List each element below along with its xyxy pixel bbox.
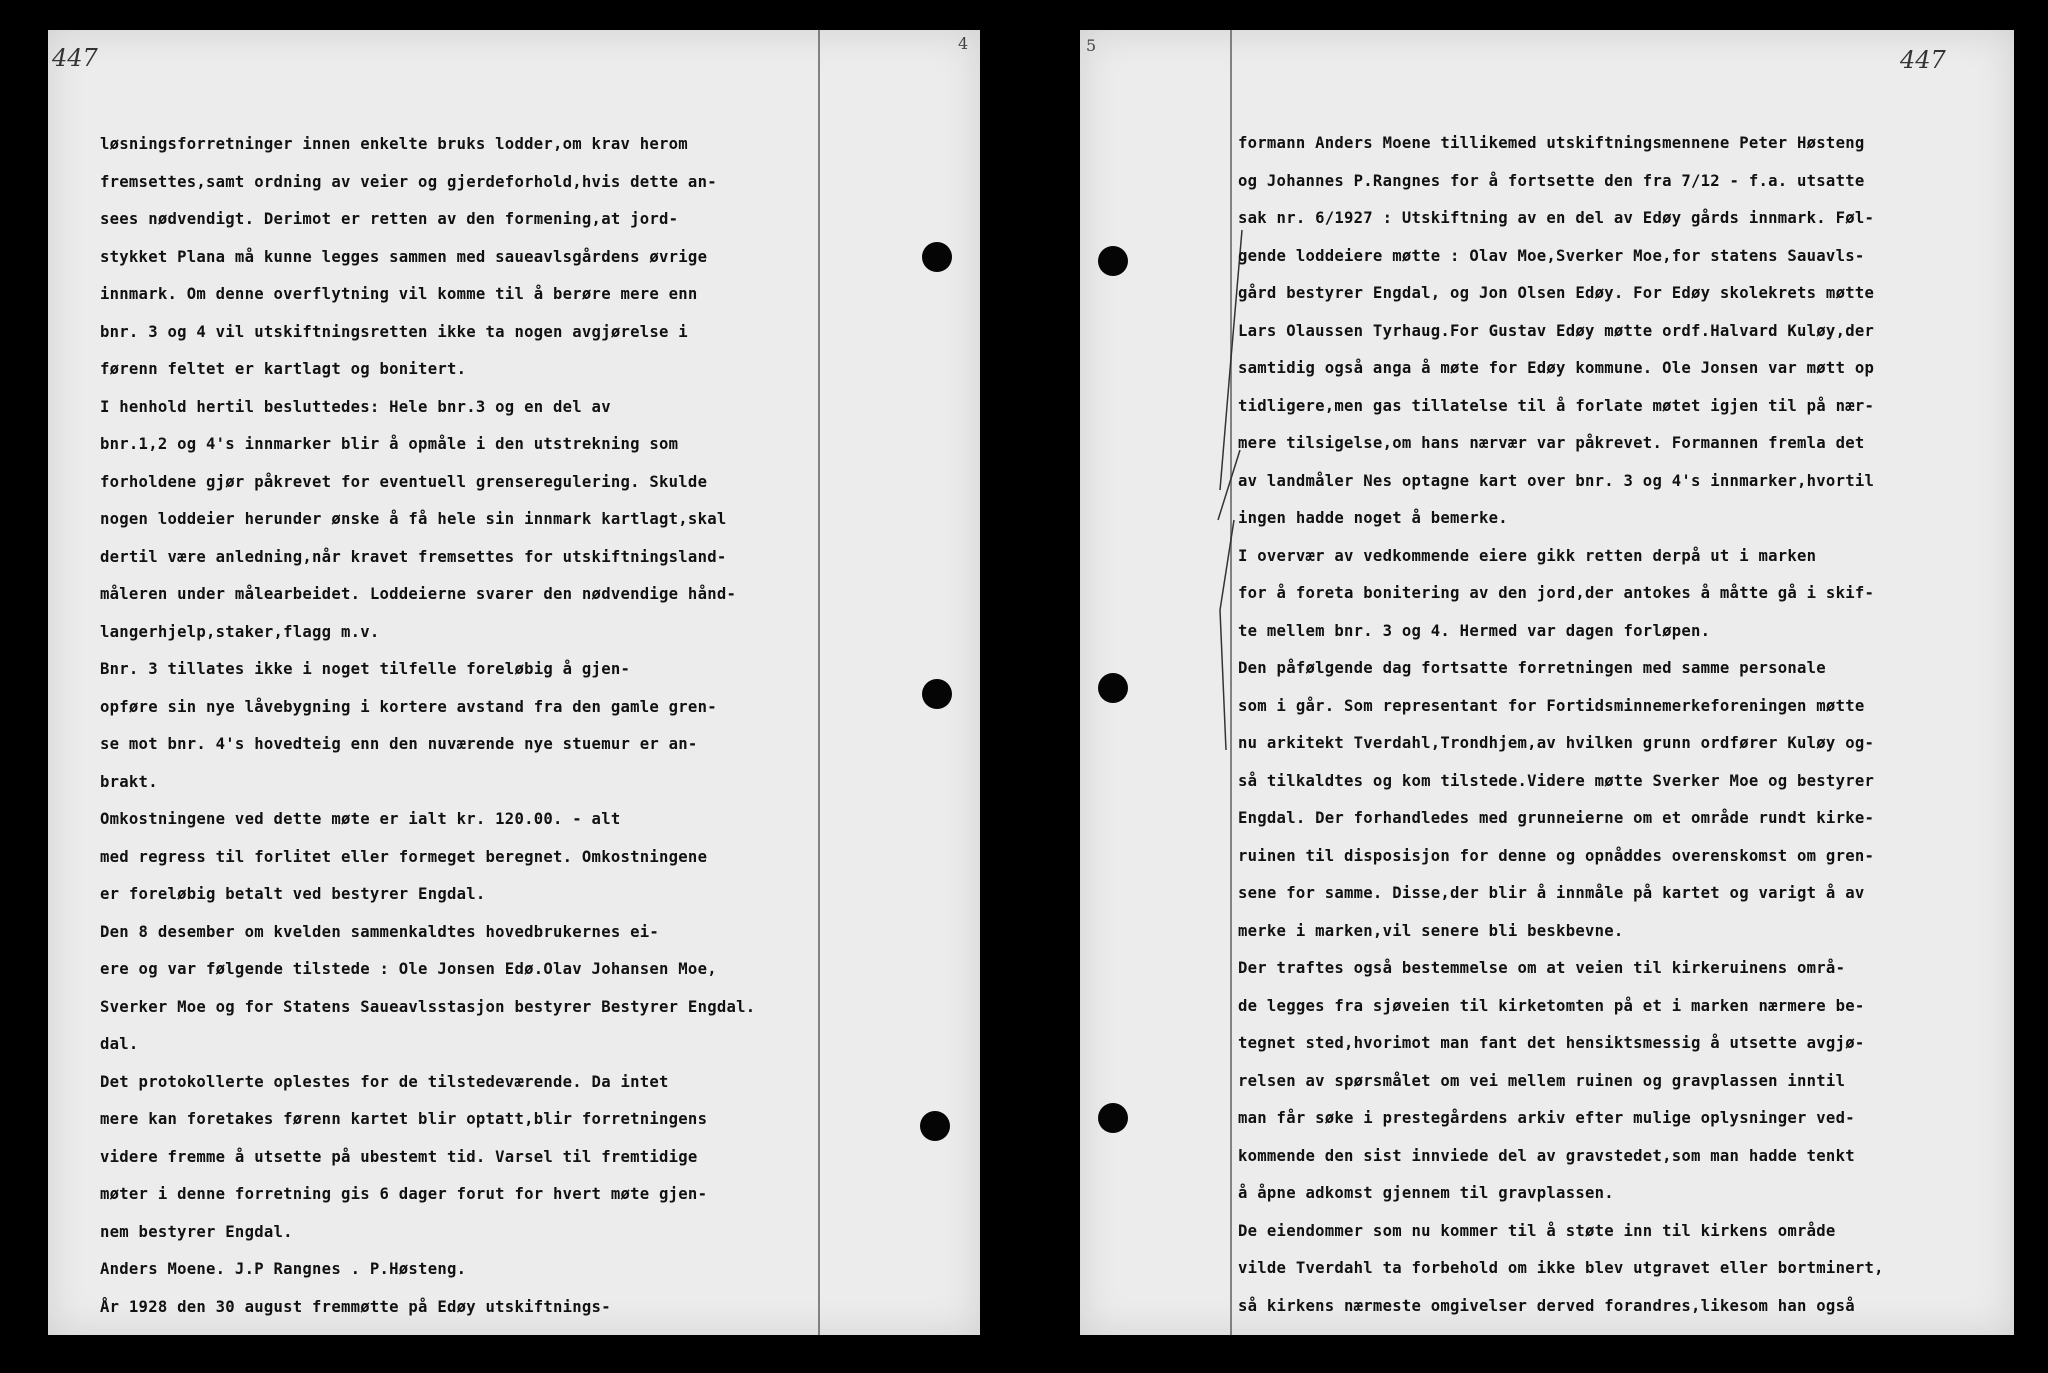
text-line: av landmåler Nes optagne kart over bnr. 3 og 4's innmarker,hvortil bbox=[1238, 471, 1875, 490]
text-line: sees nødvendigt. Derimot er retten av den formening,at jord- bbox=[100, 210, 679, 228]
text-line: gende loddeiere møtte : Olav Moe,Sverker Moe,for statens Sauavls- bbox=[1238, 246, 1865, 265]
punch-hole bbox=[1098, 246, 1128, 276]
text-line: stykket Plana må kunne legges sammen med saueavlsgårdens øvrige bbox=[100, 247, 708, 266]
text-line: kommende den sist innviede del av gravstedet,som man hadde tenkt bbox=[1238, 1146, 1855, 1165]
text-line: måleren under målearbeidet. Loddeierne svarer den nødvendige hånd- bbox=[100, 585, 737, 603]
right-page bbox=[1080, 30, 2014, 1335]
text-line: Der traftes også bestemmelse om at veien til kirkeruinens områ- bbox=[1238, 959, 1846, 977]
text-line: fremsettes,samt ordning av veier og gjerdeforhold,hvis dette an- bbox=[100, 172, 717, 191]
text-line: innmark. Om denne overflytning vil komme til å berøre mere enn bbox=[100, 285, 698, 303]
text-line: Engdal. Der forhandledes med grunneierne om et område rundt kirke- bbox=[1238, 809, 1875, 827]
text-line: og Johannes P.Rangnes for å fortsette den fra 7/12 - f.a. utsatte bbox=[1238, 171, 1865, 190]
text-line: så tilkaldtes og kom tilstede.Videre møtte Sverker Moe og bestyrer bbox=[1238, 771, 1875, 790]
text-line: mere tilsigelse,om hans nærvær var påkrevet. Formannen fremla det bbox=[1238, 434, 1865, 452]
left-page-text bbox=[100, 126, 820, 1326]
right-margin-line bbox=[1230, 30, 1232, 1335]
text-line: merke i marken,vil senere bli beskbevne. bbox=[1238, 921, 1624, 940]
text-line: opføre sin nye låvebygning i kortere avstand fra den gamle gren- bbox=[100, 697, 717, 716]
text-line: samtidig også anga å møte for Edøy kommune. Ole Jonsen var møtt op bbox=[1238, 359, 1875, 377]
text-line: møter i denne forretning gis 6 dager forut for hvert møte gjen- bbox=[100, 1185, 708, 1203]
text-line: Den påfølgende dag fortsatte forretningen med samme personale bbox=[1238, 659, 1826, 677]
text-line: te mellem bnr. 3 og 4. Hermed var dagen forløpen. bbox=[1238, 621, 1711, 640]
punch-hole bbox=[922, 242, 952, 272]
text-line: Sverker Moe og for Statens Saueavlsstasjon bestyrer Bestyrer Engdal. bbox=[100, 997, 756, 1016]
text-line: nu arkitekt Tverdahl,Trondhjem,av hvilken grunn ordfører Kuløy og- bbox=[1238, 734, 1875, 752]
punch-hole bbox=[1098, 1103, 1128, 1133]
text-line: Omkostningene ved dette møte er ialt kr. 120.00. - alt bbox=[100, 810, 621, 828]
punch-hole bbox=[922, 679, 952, 709]
text-line: med regress til forlitet eller formeget beregnet. Omkostningene bbox=[100, 847, 708, 866]
text-line: man får søke i prestegårdens arkiv efter mulige oplysninger ved- bbox=[1238, 1109, 1855, 1127]
left-page bbox=[48, 30, 980, 1335]
text-line: tegnet sted,hvorimot man fant det hensiktsmessig å utsette avgjø- bbox=[1238, 1034, 1865, 1052]
text-line: ruinen til disposisjon for denne og opnåddes overenskomst om gren- bbox=[1238, 846, 1875, 865]
text-line: ingen hadde noget å bemerke. bbox=[1238, 509, 1508, 527]
text-line: å åpne adkomst gjennem til gravplassen. bbox=[1238, 1184, 1614, 1202]
text-line: er foreløbig betalt ved bestyrer Engdal. bbox=[100, 885, 486, 903]
text-line: førenn feltet er kartlagt og bonitert. bbox=[100, 360, 467, 378]
text-line: Den 8 desember om kvelden sammenkaldtes hovedbrukernes ei- bbox=[100, 922, 660, 941]
text-line: videre fremme å utsette på ubestemt tid. Varsel til fremtidige bbox=[100, 1147, 698, 1166]
text-line: brakt. bbox=[100, 772, 158, 791]
text-line: relsen av spørsmålet om vei mellem ruinen og gravplassen inntil bbox=[1238, 1071, 1846, 1090]
text-line: ere og var følgende tilstede : Ole Jonsen Edø.Olav Johansen Moe, bbox=[100, 960, 717, 978]
text-line: nogen loddeier herunder ønske å få hele sin innmark kartlagt,skal bbox=[100, 510, 727, 528]
text-line: dertil være anledning,når kravet fremsettes for utskiftningsland- bbox=[100, 547, 727, 566]
right-corner-mark: 5 bbox=[1086, 36, 1097, 55]
text-line: I overvær av vedkommende eiere gikk retten derpå ut i marken bbox=[1238, 546, 1817, 565]
text-line: sak nr. 6/1927 : Utskiftning av en del av Edøy gårds innmark. Føl- bbox=[1238, 209, 1875, 227]
text-line: de legges fra sjøveien til kirketomten på et i marken nærmere be- bbox=[1238, 996, 1865, 1015]
text-line: Lars Olaussen Tyrhaug.For Gustav Edøy møtte ordf.Halvard Kuløy,der bbox=[1238, 321, 1875, 340]
text-line: sene for samme. Disse,der blir å innmåle på kartet og varigt å av bbox=[1238, 884, 1865, 902]
punch-hole bbox=[1098, 673, 1128, 703]
text-line: se mot bnr. 4's hovedteig enn den nuværende nye stuemur er an- bbox=[100, 735, 698, 753]
right-page-text bbox=[1238, 125, 1978, 1325]
text-line: formann Anders Moene tillikemed utskiftningsmennene Peter Høsteng bbox=[1238, 134, 1865, 152]
text-line: langerhjelp,staker,flagg m.v. bbox=[100, 622, 380, 641]
text-line: løsningsforretninger innen enkelte bruks lodder,om krav herom bbox=[100, 135, 688, 153]
text-line: bnr.1,2 og 4's innmarker blir å opmåle i den utstrekning som bbox=[100, 435, 679, 453]
text-line: I henhold hertil besluttedes: Hele bnr.3 og en del av bbox=[100, 397, 611, 416]
text-line: Anders Moene. J.P Rangnes . P.Høsteng. bbox=[100, 1260, 467, 1278]
text-line: De eiendommer som nu kommer til å støte inn til kirkens område bbox=[1238, 1221, 1836, 1240]
text-line: mere kan foretakes førenn kartet blir optatt,blir forretningens bbox=[100, 1110, 708, 1128]
text-line: tidligere,men gas tillatelse til å forlate møtet igjen til på nær- bbox=[1238, 396, 1875, 415]
left-page-number: 447 bbox=[52, 44, 98, 72]
right-page-number: 447 bbox=[1900, 46, 1946, 74]
text-line: bnr. 3 og 4 vil utskiftningsretten ikke ta nogen avgjørelse i bbox=[100, 322, 688, 341]
text-line: vilde Tverdahl ta forbehold om ikke blev utgravet eller bortminert, bbox=[1238, 1259, 1884, 1277]
left-corner-mark: 4 bbox=[958, 34, 969, 53]
text-line: gård bestyrer Engdal, og Jon Olsen Edøy. For Edøy skolekrets møtte bbox=[1238, 284, 1875, 302]
text-line: forholdene gjør påkrevet for eventuell grenseregulering. Skulde bbox=[100, 472, 708, 491]
punch-hole bbox=[920, 1111, 950, 1141]
text-line: År 1928 den 30 august fremmøtte på Edøy utskiftnings- bbox=[100, 1297, 611, 1316]
text-line: nem bestyrer Engdal. bbox=[100, 1222, 293, 1241]
text-line: dal. bbox=[100, 1035, 139, 1053]
text-line: som i går. Som representant for Fortidsminnemerkeforeningen møtte bbox=[1238, 696, 1865, 715]
text-line: Bnr. 3 tillates ikke i noget tilfelle foreløbig å gjen- bbox=[100, 660, 631, 678]
text-line: så kirkens nærmeste omgivelser derved forandres,likesom han også bbox=[1238, 1296, 1855, 1315]
text-line: for å foreta bonitering av den jord,der antokes å måtte gå i skif- bbox=[1238, 584, 1875, 602]
text-line: Det protokollerte oplestes for de tilstedeværende. Da intet bbox=[100, 1072, 669, 1091]
